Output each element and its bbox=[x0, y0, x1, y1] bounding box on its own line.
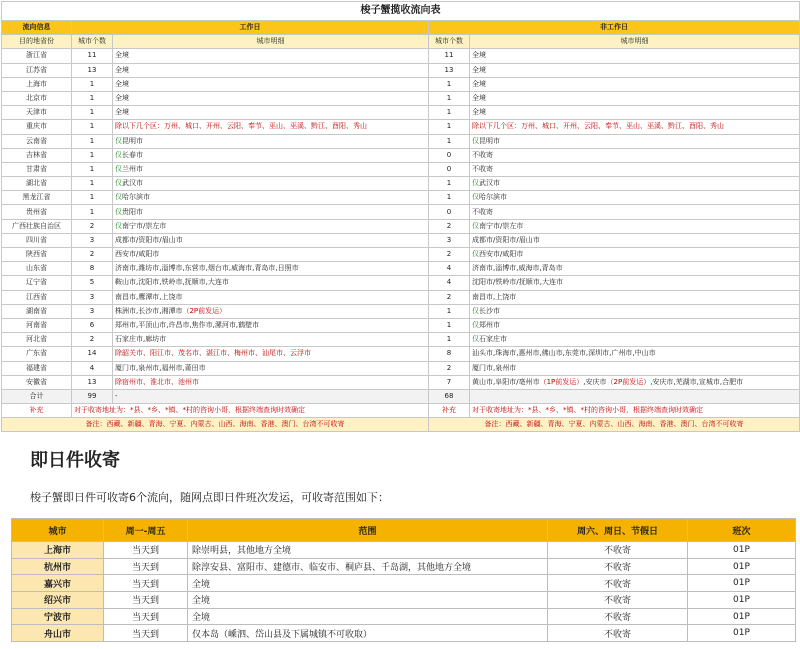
nonwork-detail-text: 全境 bbox=[472, 79, 486, 88]
col-nonworkday-header: 非工作日 bbox=[429, 21, 800, 35]
nonwork-count-cell: 7 bbox=[429, 375, 470, 389]
nonwork-detail-text: 郑州市 bbox=[479, 321, 500, 330]
nonwork-count-cell: 2 bbox=[429, 248, 470, 262]
work-detail-cell bbox=[113, 91, 429, 105]
nonwork-prefix: 仅 bbox=[472, 321, 479, 330]
nonwork-anhui-mid-red: （2P前发运） bbox=[606, 377, 651, 386]
supplement-work-text: 对于收寄地址为：*县、*乡、*镇、*村的咨询小哥，根据终端查询时效确定 bbox=[72, 404, 429, 418]
work-detail-text: 济南市,潍坊市,淄博市,东营市,烟台市,威海市,青岛市,日照市 bbox=[115, 264, 299, 273]
work-detail-cell bbox=[113, 63, 429, 77]
nonwork-detail-cell bbox=[470, 148, 800, 162]
flow-table bbox=[1, 1, 800, 432]
city-cell: 绍兴市 bbox=[12, 592, 104, 609]
nonwork-count-cell: 0 bbox=[429, 148, 470, 162]
nonwork-detail-text: 济南市,淄博市,威海市,青岛市 bbox=[472, 264, 563, 273]
province-cell: 陕西省 bbox=[2, 248, 72, 262]
work-detail-cell bbox=[113, 262, 429, 276]
work-prefix: 仅 bbox=[115, 179, 122, 188]
table-row bbox=[2, 120, 800, 134]
work-detail-red: 除宿州市、淮北市、池州市 bbox=[115, 377, 199, 386]
nonwork-detail-cell bbox=[470, 361, 800, 375]
work-detail-text: 全境 bbox=[115, 51, 129, 60]
range-cell: 全境 bbox=[188, 575, 548, 592]
nonwork-detail-text: 厦门市,泉州市 bbox=[472, 363, 517, 372]
nonwork-detail-cell bbox=[470, 106, 800, 120]
work-detail-cell bbox=[113, 177, 429, 191]
nonwork-detail-cell bbox=[470, 191, 800, 205]
work-count-cell: 11 bbox=[72, 49, 113, 63]
weekend-cell: 不收寄 bbox=[548, 608, 688, 625]
province-cell: 广西壮族自治区 bbox=[2, 219, 72, 233]
same-day-heading: 即日件收寄 bbox=[30, 450, 120, 471]
table-row bbox=[12, 558, 796, 575]
nonwork-detail-cell bbox=[470, 233, 800, 247]
work-count-cell: 1 bbox=[72, 106, 113, 120]
work-detail-text: 全境 bbox=[115, 94, 129, 103]
total-work-dash: - bbox=[113, 389, 429, 403]
work-detail-text: 株洲市,长沙市,湘潭市 bbox=[115, 306, 183, 315]
work-detail-cell bbox=[113, 333, 429, 347]
nonwork-detail-text: 沈阳市/铁岭市/抚顺市,大连市 bbox=[472, 278, 563, 287]
work-detail-text: 南宁市/崇左市 bbox=[122, 221, 167, 230]
table-row bbox=[2, 375, 800, 389]
nonwork-detail-cell bbox=[470, 248, 800, 262]
weekend-cell: 不收寄 bbox=[548, 558, 688, 575]
work-count-cell: 1 bbox=[72, 177, 113, 191]
work-detail-cell bbox=[113, 290, 429, 304]
nonwork-detail-text: 全境 bbox=[472, 65, 486, 74]
work-count-cell: 1 bbox=[72, 148, 113, 162]
col-dest-header: 目的地省份 bbox=[2, 35, 72, 49]
province-cell: 黑龙江省 bbox=[2, 191, 72, 205]
province-cell: 四川省 bbox=[2, 233, 72, 247]
nonwork-detail-cell bbox=[470, 177, 800, 191]
nonwork-detail-cell bbox=[470, 318, 800, 332]
range-cell: 除淳安县、富阳市、建德市、临安市、桐庐县、千岛湖，其他地方全境 bbox=[188, 558, 548, 575]
province-cell: 湖北省 bbox=[2, 177, 72, 191]
col-work-count-header: 城市个数 bbox=[72, 35, 113, 49]
work-detail-text: 全境 bbox=[115, 79, 129, 88]
table-row bbox=[12, 625, 796, 642]
work-count-cell: 2 bbox=[72, 219, 113, 233]
table-row bbox=[2, 148, 800, 162]
work-prefix: 仅 bbox=[115, 193, 122, 202]
work-prefix: 仅 bbox=[115, 164, 122, 173]
shift-cell: 01P bbox=[688, 625, 796, 642]
table-row bbox=[2, 91, 800, 105]
table-row bbox=[2, 191, 800, 205]
supplement-label: 补充 bbox=[2, 404, 72, 418]
nonwork-detail-cell bbox=[470, 262, 800, 276]
work-detail-text: 全境 bbox=[115, 108, 129, 117]
table-row bbox=[2, 219, 800, 233]
work-detail-cell bbox=[113, 120, 429, 134]
work-detail-text: 南昌市,鹰潭市,上饶市 bbox=[115, 292, 183, 301]
table-row bbox=[2, 106, 800, 120]
nonwork-detail-text: 全境 bbox=[472, 51, 486, 60]
total-nonwork-blank bbox=[470, 389, 800, 403]
table-row bbox=[2, 162, 800, 176]
table-row bbox=[2, 177, 800, 191]
nonwork-count-cell: 1 bbox=[429, 318, 470, 332]
work-count-cell: 13 bbox=[72, 63, 113, 77]
nonwork-detail-text: 武汉市 bbox=[479, 179, 500, 188]
work-prefix: 仅 bbox=[115, 221, 122, 230]
nonwork-prefix: 仅 bbox=[472, 306, 479, 315]
work-detail-text: 西安市/咸阳市 bbox=[115, 250, 160, 259]
work-detail-cell bbox=[113, 191, 429, 205]
nonwork-detail-text: 不收寄 bbox=[472, 207, 493, 216]
nonwork-detail-cell bbox=[470, 304, 800, 318]
work-detail-cell bbox=[113, 375, 429, 389]
nonwork-detail-cell bbox=[470, 91, 800, 105]
work-detail-cell bbox=[113, 361, 429, 375]
work-detail-cell bbox=[113, 248, 429, 262]
table-row bbox=[12, 592, 796, 609]
work-detail-cell bbox=[113, 304, 429, 318]
province-cell: 河北省 bbox=[2, 333, 72, 347]
weekend-cell: 不收寄 bbox=[548, 625, 688, 642]
work-count-cell: 13 bbox=[72, 375, 113, 389]
work-count-cell: 2 bbox=[72, 333, 113, 347]
nonwork-count-cell: 1 bbox=[429, 134, 470, 148]
shift-cell: 01P bbox=[688, 592, 796, 609]
nonwork-detail-cell bbox=[470, 120, 800, 134]
table-row bbox=[2, 347, 800, 361]
total-work-count: 99 bbox=[72, 389, 113, 403]
province-cell: 山东省 bbox=[2, 262, 72, 276]
nonwork-count-cell: 1 bbox=[429, 91, 470, 105]
province-cell: 河南省 bbox=[2, 318, 72, 332]
table-row bbox=[2, 49, 800, 63]
work-detail-text: 武汉市 bbox=[122, 179, 143, 188]
work-detail-cell bbox=[113, 318, 429, 332]
province-cell: 安徽省 bbox=[2, 375, 72, 389]
nonwork-detail-text: 不收寄 bbox=[472, 150, 493, 159]
shift-cell: 01P bbox=[688, 608, 796, 625]
total-nonwork-count: 68 bbox=[429, 389, 470, 403]
weekday-cell: 当天到 bbox=[104, 542, 188, 559]
nonwork-anhui-mid: ,安庆市 bbox=[583, 377, 607, 386]
work-count-cell: 4 bbox=[72, 361, 113, 375]
table-row bbox=[2, 290, 800, 304]
work-count-cell: 1 bbox=[72, 191, 113, 205]
nonwork-detail-cell bbox=[470, 276, 800, 290]
col-work-detail-header: 城市明细 bbox=[113, 35, 429, 49]
table-row bbox=[2, 248, 800, 262]
nonwork-count-cell: 0 bbox=[429, 205, 470, 219]
work-detail-text: 昆明市 bbox=[122, 136, 143, 145]
nonwork-detail-text: 西安市/咸阳市 bbox=[479, 250, 524, 259]
col-flow-header: 流向信息 bbox=[2, 21, 72, 35]
work-prefix: 仅 bbox=[115, 136, 122, 145]
nonwork-prefix: 仅 bbox=[472, 250, 479, 259]
nonwork-count-cell: 1 bbox=[429, 191, 470, 205]
table-row bbox=[12, 575, 796, 592]
table-row bbox=[2, 205, 800, 219]
nonwork-detail-red: 除以下几个区：万州、城口、开州、云阳、奉节、巫山、巫溪、黔江、酉阳、秀山 bbox=[472, 122, 724, 131]
nonwork-detail-cell bbox=[470, 134, 800, 148]
province-cell: 浙江省 bbox=[2, 49, 72, 63]
nonwork-count-cell: 1 bbox=[429, 304, 470, 318]
nonwork-prefix: 仅 bbox=[472, 136, 479, 145]
work-count-cell: 8 bbox=[72, 262, 113, 276]
table-row bbox=[2, 233, 800, 247]
work-count-cell: 1 bbox=[72, 91, 113, 105]
city-cell: 宁波市 bbox=[12, 608, 104, 625]
nonwork-detail-cell bbox=[470, 63, 800, 77]
col-workday-header: 工作日 bbox=[72, 21, 429, 35]
province-cell: 福建省 bbox=[2, 361, 72, 375]
t2-header-weekday: 周一-周五 bbox=[104, 519, 188, 542]
work-count-cell: 1 bbox=[72, 134, 113, 148]
work-count-cell: 6 bbox=[72, 318, 113, 332]
nonwork-count-cell: 8 bbox=[429, 347, 470, 361]
work-count-cell: 3 bbox=[72, 290, 113, 304]
table-row bbox=[12, 608, 796, 625]
shift-cell: 01P bbox=[688, 575, 796, 592]
province-cell: 甘肃省 bbox=[2, 162, 72, 176]
nonwork-detail-text: 长沙市 bbox=[479, 306, 500, 315]
work-detail-text: 兰州市 bbox=[122, 164, 143, 173]
range-cell: 全境 bbox=[188, 608, 548, 625]
shift-cell: 01P bbox=[688, 542, 796, 559]
work-detail-text: 厦门市,泉州市,福州市,莆田市 bbox=[115, 363, 206, 372]
work-detail-cell bbox=[113, 162, 429, 176]
nonwork-count-cell: 0 bbox=[429, 162, 470, 176]
work-detail-text: 长春市 bbox=[122, 150, 143, 159]
city-cell: 舟山市 bbox=[12, 625, 104, 642]
nonwork-detail-cell bbox=[470, 49, 800, 63]
same-day-table bbox=[11, 518, 796, 642]
nonwork-count-cell: 2 bbox=[429, 361, 470, 375]
work-count-cell: 14 bbox=[72, 347, 113, 361]
work-detail-text: 石家庄市,廊坊市 bbox=[115, 335, 167, 344]
remark-work: 备注：西藏、新疆、青海、宁夏、内蒙古、山西、海南、香港、澳门、台湾不可收寄 bbox=[2, 418, 429, 432]
nonwork-count-cell: 4 bbox=[429, 262, 470, 276]
work-detail-red: 除以下几个区：万州、城口、开州、云阳、奉节、巫山、巫溪、黔江、酉阳、秀山 bbox=[115, 122, 367, 131]
province-cell: 天津市 bbox=[2, 106, 72, 120]
table-row bbox=[2, 276, 800, 290]
nonwork-detail-text: 全境 bbox=[472, 108, 486, 117]
province-cell: 吉林省 bbox=[2, 148, 72, 162]
nonwork-detail-text: 成都市/资阳市/眉山市 bbox=[472, 235, 540, 244]
work-detail-text: 鞍山市,沈阳市,铁岭市,抚顺市,大连市 bbox=[115, 278, 229, 287]
table-row bbox=[2, 262, 800, 276]
work-detail-cell bbox=[113, 276, 429, 290]
province-cell: 云南省 bbox=[2, 134, 72, 148]
t2-header-city: 城市 bbox=[12, 519, 104, 542]
table-row bbox=[2, 333, 800, 347]
city-cell: 杭州市 bbox=[12, 558, 104, 575]
range-cell: 除崇明县，其他地方全境 bbox=[188, 542, 548, 559]
nonwork-detail-text: 昆明市 bbox=[479, 136, 500, 145]
work-count-cell: 1 bbox=[72, 205, 113, 219]
nonwork-count-cell: 11 bbox=[429, 49, 470, 63]
nonwork-prefix: 仅 bbox=[472, 221, 479, 230]
weekday-cell: 当天到 bbox=[104, 625, 188, 642]
work-count-cell: 1 bbox=[72, 162, 113, 176]
flow-table-title: 梭子蟹揽收流向表 bbox=[2, 2, 800, 21]
table-row bbox=[12, 542, 796, 559]
nonwork-detail-text: 不收寄 bbox=[472, 164, 493, 173]
work-detail-text: 哈尔滨市 bbox=[122, 193, 150, 202]
work-detail-text: 郑州市,平顶山市,许昌市,焦作市,漯河市,鹤壁市 bbox=[115, 321, 260, 330]
nonwork-detail-cell bbox=[470, 333, 800, 347]
province-cell: 广东省 bbox=[2, 347, 72, 361]
nonwork-count-cell: 3 bbox=[429, 233, 470, 247]
province-cell: 贵州省 bbox=[2, 205, 72, 219]
nonwork-prefix: 仅 bbox=[472, 335, 479, 344]
work-count-cell: 2 bbox=[72, 248, 113, 262]
work-detail-cell bbox=[113, 233, 429, 247]
work-detail-text: 全境 bbox=[115, 65, 129, 74]
nonwork-detail-cell bbox=[470, 205, 800, 219]
weekday-cell: 当天到 bbox=[104, 575, 188, 592]
col-nonwork-count-header: 城市个数 bbox=[429, 35, 470, 49]
table-row bbox=[2, 63, 800, 77]
weekend-cell: 不收寄 bbox=[548, 592, 688, 609]
province-cell: 上海市 bbox=[2, 77, 72, 91]
nonwork-detail-cell bbox=[470, 219, 800, 233]
t2-header-shift: 班次 bbox=[688, 519, 796, 542]
work-detail-cell bbox=[113, 148, 429, 162]
work-detail-cell bbox=[113, 49, 429, 63]
nonwork-count-cell: 1 bbox=[429, 177, 470, 191]
shift-cell: 01P bbox=[688, 558, 796, 575]
nonwork-detail-text: 哈尔滨市 bbox=[479, 193, 507, 202]
province-cell: 重庆市 bbox=[2, 120, 72, 134]
nonwork-prefix: 仅 bbox=[472, 193, 479, 202]
weekday-cell: 当天到 bbox=[104, 608, 188, 625]
weekend-cell: 不收寄 bbox=[548, 575, 688, 592]
work-count-cell: 3 bbox=[72, 233, 113, 247]
supplement-label-nonwork: 补充 bbox=[429, 404, 470, 418]
table-row bbox=[2, 77, 800, 91]
supplement-nonwork-text: 对于收寄地址为：*县、*乡、*镇、*村的咨询小哥，根据终端查询时效确定 bbox=[470, 404, 800, 418]
work-detail-text: 成都市/资阳市/眉山市 bbox=[115, 235, 183, 244]
nonwork-count-cell: 2 bbox=[429, 290, 470, 304]
nonwork-count-cell: 4 bbox=[429, 276, 470, 290]
work-detail-red: 除韶关市、阳江市、茂名市、湛江市、梅州市、汕尾市、云浮市 bbox=[115, 349, 311, 358]
work-detail-cell bbox=[113, 205, 429, 219]
nonwork-detail-red: （1P前发运） bbox=[539, 377, 584, 386]
nonwork-count-cell: 1 bbox=[429, 120, 470, 134]
city-cell: 上海市 bbox=[12, 542, 104, 559]
nonwork-prefix: 仅 bbox=[472, 179, 479, 188]
province-cell: 北京市 bbox=[2, 91, 72, 105]
nonwork-count-cell: 1 bbox=[429, 333, 470, 347]
nonwork-detail-text: 南昌市,上饶市 bbox=[472, 292, 517, 301]
province-cell: 江苏省 bbox=[2, 63, 72, 77]
table-row bbox=[2, 361, 800, 375]
work-count-cell: 3 bbox=[72, 304, 113, 318]
nonwork-detail-cell bbox=[470, 347, 800, 361]
work-detail-cell bbox=[113, 219, 429, 233]
work-detail-cell bbox=[113, 134, 429, 148]
nonwork-detail-cell bbox=[470, 375, 800, 389]
col-nonwork-detail-header: 城市明细 bbox=[470, 35, 800, 49]
city-cell: 嘉兴市 bbox=[12, 575, 104, 592]
nonwork-count-cell: 13 bbox=[429, 63, 470, 77]
range-cell: 全境 bbox=[188, 592, 548, 609]
total-label: 合计 bbox=[2, 389, 72, 403]
t2-header-weekend: 周六、周日、节假日 bbox=[548, 519, 688, 542]
nonwork-detail-text: 石家庄市 bbox=[479, 335, 507, 344]
weekday-cell: 当天到 bbox=[104, 592, 188, 609]
nonwork-detail-cell bbox=[470, 290, 800, 304]
weekend-cell: 不收寄 bbox=[548, 542, 688, 559]
t2-header-range: 范围 bbox=[188, 519, 548, 542]
work-detail-cell bbox=[113, 106, 429, 120]
nonwork-detail-text: 汕头市,珠海市,惠州市,佛山市,东莞市,深圳市,广州市,中山市 bbox=[472, 349, 656, 358]
nonwork-detail-cell bbox=[470, 162, 800, 176]
province-cell: 辽宁省 bbox=[2, 276, 72, 290]
weekday-cell: 当天到 bbox=[104, 558, 188, 575]
range-cell: 仅本岛（嵊泗、岱山县及下属城镇不可收取） bbox=[188, 625, 548, 642]
nonwork-anhui-tail: ,安庆市,芜湖市,宣城市,合肥市 bbox=[650, 377, 744, 386]
province-cell: 湖南省 bbox=[2, 304, 72, 318]
table-row bbox=[2, 134, 800, 148]
province-cell: 江西省 bbox=[2, 290, 72, 304]
work-prefix: 仅 bbox=[115, 207, 122, 216]
work-detail-cell bbox=[113, 347, 429, 361]
nonwork-count-cell: 2 bbox=[429, 219, 470, 233]
work-detail-red: （2P前发运） bbox=[182, 306, 227, 315]
remark-nonwork: 备注：西藏、新疆、青海、宁夏、内蒙古、山西、海南、香港、澳门、台湾不可收寄 bbox=[429, 418, 800, 432]
nonwork-count-cell: 1 bbox=[429, 106, 470, 120]
nonwork-detail-cell bbox=[470, 77, 800, 91]
table-row bbox=[2, 318, 800, 332]
nonwork-detail-text: 黄山市,阜阳市/亳州市 bbox=[472, 377, 540, 386]
work-detail-cell bbox=[113, 77, 429, 91]
same-day-description: 梭子蟹即日件可收寄6个流向，随网点即日件班次发运，可收寄范围如下： bbox=[30, 491, 389, 504]
work-count-cell: 5 bbox=[72, 276, 113, 290]
nonwork-count-cell: 1 bbox=[429, 77, 470, 91]
work-detail-text: 贵阳市 bbox=[122, 207, 143, 216]
table-row bbox=[2, 304, 800, 318]
nonwork-detail-text: 南宁市/崇左市 bbox=[479, 221, 524, 230]
nonwork-detail-text: 全境 bbox=[472, 94, 486, 103]
work-count-cell: 1 bbox=[72, 120, 113, 134]
work-prefix: 仅 bbox=[115, 150, 122, 159]
work-count-cell: 1 bbox=[72, 77, 113, 91]
